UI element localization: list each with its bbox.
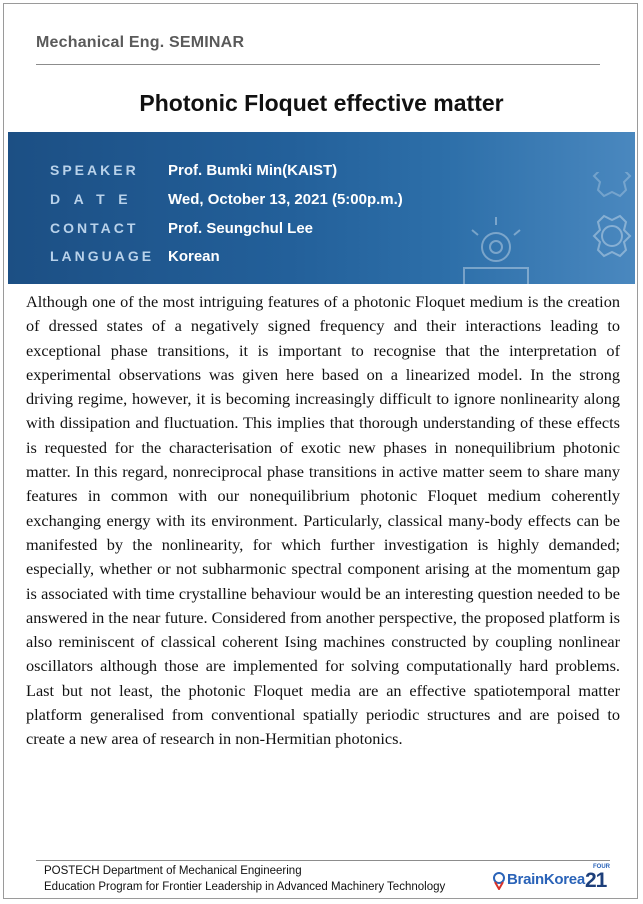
abstract-text: Although one of the most intriguing features of a photonic Floquet medium is the creation of dressed states of a negatively signed frequency and their interactions leading to exceptional phase transitions, it is important to recognise that the interpretation of experimental observations was given here based on a linearized model. In the strong driving regime, however, it is becoming increasingly difficult to ignore nonlinearity along with dissipation and fluctuation. This implies that thorough understanding of these effects is requested for the characterisation of exotic new phases in nonequilibrium photonic matter. In this regard, nonreciprocal phase transitions in active matter seem to share many features in common with our nonequilibrium photonic Floquet medium coherently exchanging energy with its environment. Particularly, classical many-body effects can be manifested by the nonlinearity, for which further investigation is highly demanded; especially, whether or not subharmonic spectral component arising at the momentum gap is associated with time crystalline behaviour would be an interesting question needed to be answered in the near future. Considered from another perspective, the proposed platform is also reminiscent of classical coherent Ising machines constructed by coupling nonlinear oscillators although those are implemented for solving computationally hard problems. Last but not least, the photonic Floquet media are an effective spatiotemporal matter platform generalised from conventional spatially periodic structures and are poised to create a new area of research in non-Hermitian photonics. (26, 292, 620, 749)
seminar-label: Mechanical Eng. SEMINAR (36, 34, 245, 51)
date-key: DATE (50, 191, 142, 207)
logo-text: BrainKorea (507, 871, 585, 888)
gear-lightbulb-icon (448, 172, 635, 284)
footer-divider (36, 860, 610, 861)
language-row (50, 245, 220, 267)
speaker-value: Prof. Bumki Min(KAIST) (168, 161, 338, 179)
language-key: LANGUAGE (50, 248, 155, 264)
info-banner (8, 132, 635, 284)
brainkorea-mark-icon (492, 872, 506, 890)
speaker-key: SPEAKER (50, 162, 139, 178)
language-value: Korean (168, 247, 220, 265)
header-divider (36, 64, 600, 65)
page-title: Photonic Floquet effective matter (139, 90, 504, 116)
logo-four: FOUR (593, 864, 610, 870)
contact-value: Prof. Seungchul Lee (168, 219, 314, 237)
date-value: Wed, October 13, 2021 (5:00p.m.) (168, 190, 403, 208)
contact-row (50, 217, 313, 239)
speaker-row (50, 159, 337, 181)
date-row (50, 188, 403, 210)
brainkorea-logo (492, 866, 612, 894)
footer-department: POSTECH Department of Mechanical Engineering (44, 865, 302, 877)
contact-key: CONTACT (50, 220, 139, 236)
logo-number: 21 (585, 869, 607, 892)
footer-program: Education Program for Frontier Leadership in Advanced Machinery Technology (44, 881, 446, 893)
